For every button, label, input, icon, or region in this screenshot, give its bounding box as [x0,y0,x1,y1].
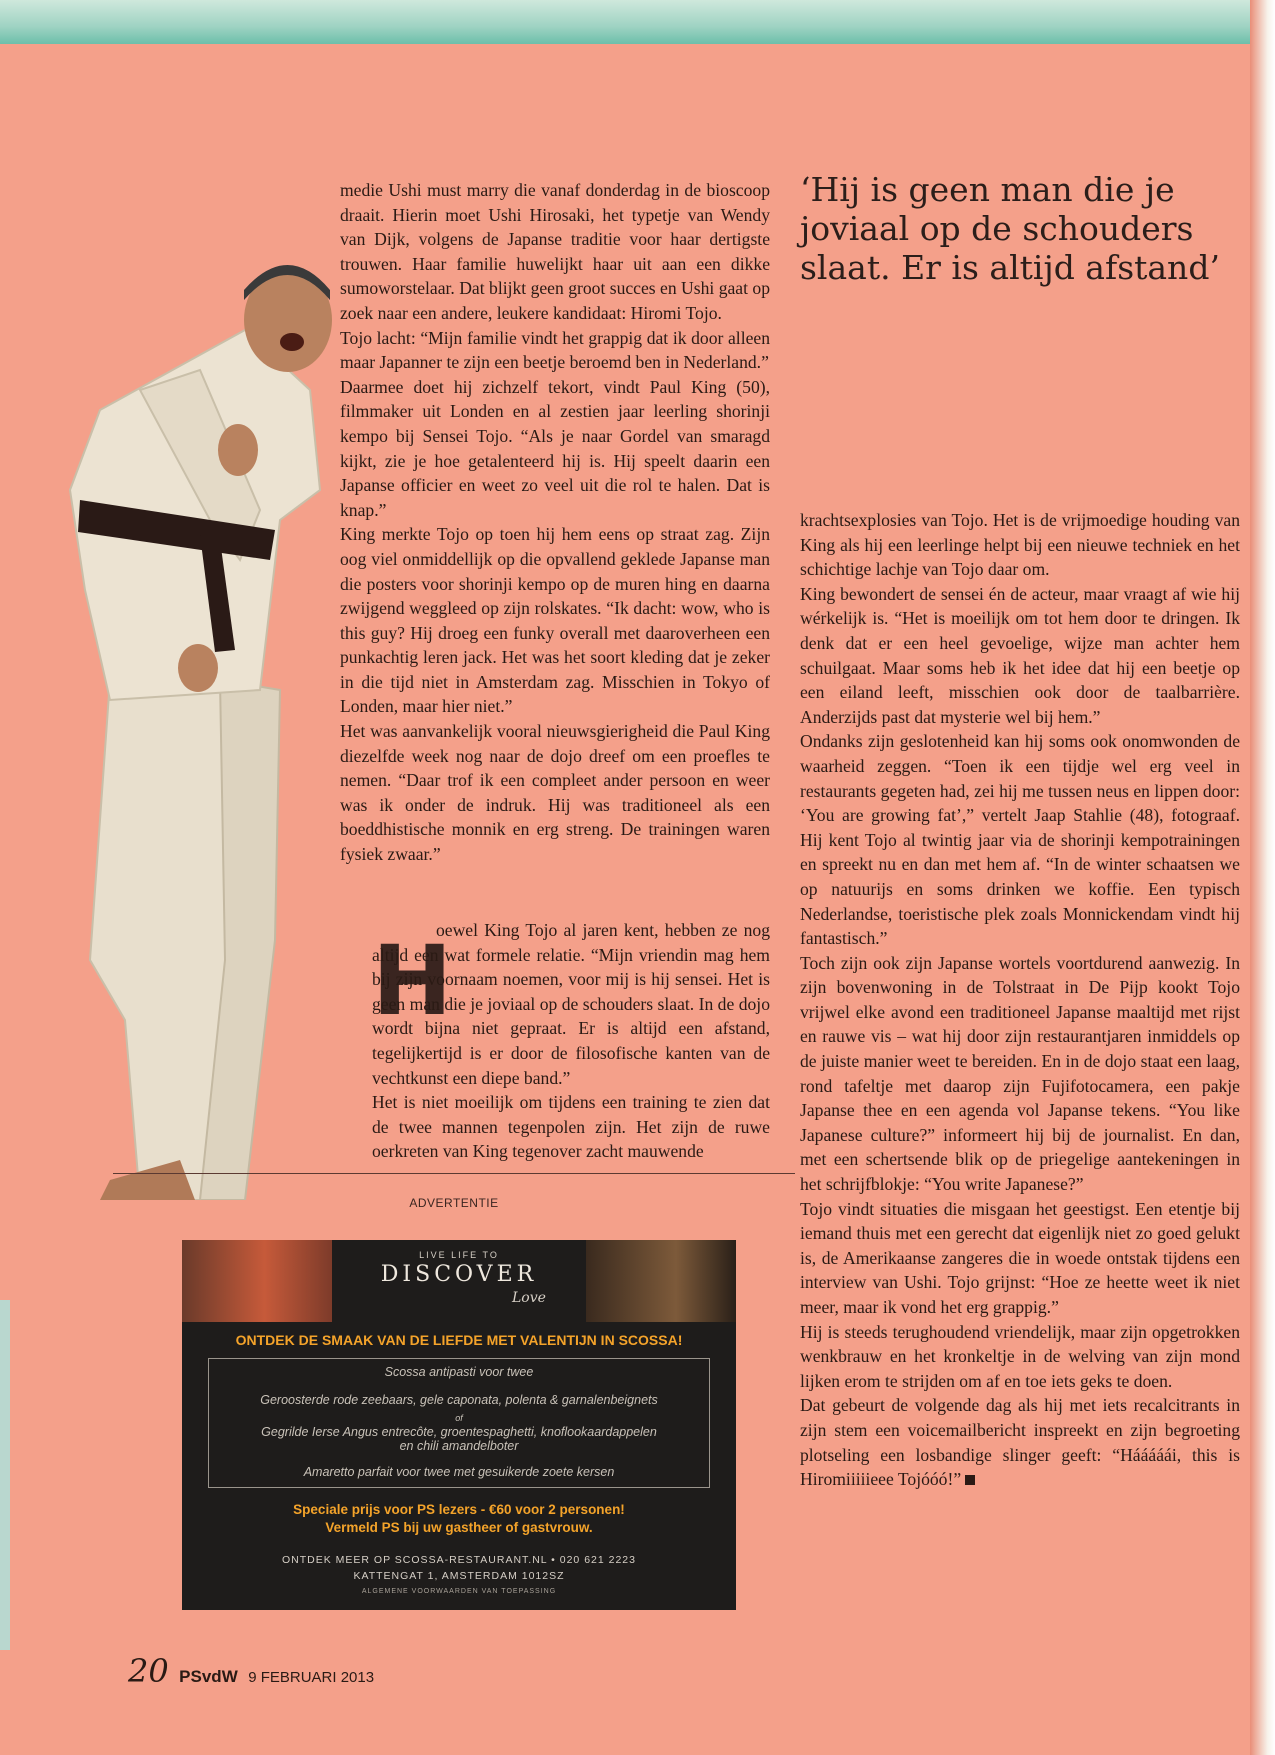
drop-cap: H [372,925,453,1037]
article-column-right [800,508,1240,1492]
paragraph: krachtsexplosies van Tojo. Het is de vrijmoedige houding van King als hij een leerlinge helpt bij een nieuwe techniek en het schichtige lachje van Tojo daar om. [800,510,1240,580]
paragraph-last [800,1393,1240,1491]
paragraph: Hij is steeds terughoudend vriendelijk, maar zijn opgetrokken wenkbrauw en het kronkeltje in de welving van zijn mond lijken erom te strijden om af en toe iets geks te doen. [800,1321,1240,1391]
ad-contact: ONTDEK MEER OP SCOSSA-RESTAURANT.NL • 020 621 2223 [281,1554,636,1566]
page-number: 20 [128,1652,169,1690]
ad-headline: ONTDEK DE SMAAK VAN DE LIEFDE MET VALENTIJN IN SCOSSA! [235,1332,683,1348]
page-left-edge [0,1300,10,1650]
page-footer [128,1652,374,1690]
ad-offer-note: Vermeld PS bij uw gastheer of gastvrouw. [325,1520,593,1535]
karate-sensei-photo [30,260,350,1200]
issue-date: 9 FEBRUARI 2013 [248,1669,375,1686]
article-column-middle [340,178,770,867]
ad-menu-box [208,1358,710,1488]
paragraph: Tojo vindt situaties die misgaan het geestigst. Een etentje bij iemand thuis met een gerecht dat eigenlijk niet zo goed gelukt is, de Amerikaanse zangeres die in woede ontstak tijdens een interview van Ushi. Tojo grijnst: “Hoe ze heette weet ik niet meer, maar ik vond het erg grappig.” [800,1198,1240,1317]
ad-photo-left [182,1240,332,1322]
final-paragraph-text: Dat gebeurt de volgende dag als hij met iets recalcitrants in zijn stem een voicemailbericht inspreekt en zijn begroeting plotseling een losbandige slinger geeft: “Hááááái, this is Hiromiiiiieee Tojóóó!” [800,1395,1240,1490]
menu-line: en chili amandelboter [399,1439,519,1453]
menu-line: Scossa antipasti voor twee [384,1365,534,1379]
paragraph: Ondanks zijn geslotenheid kan hij soms ook onomwonden de waarheid zeggen. “Toen ik een tijdje wel erg veel in restaurants gegeten had, zei hij me tussen neus en lippen door: ‘You are growing fat’,” vertelt Jaap Stahlie (48), fotograaf. Hij kent Tojo al twintig jaar via de shorinji kempotrainingen en spreekt nu en dan met hem af. “In de winter schaatsen we op natuurijs en soms drinken we koffie. Een typisch Nederlandse, toeristische plek zoals Monnickendam vindt hij fantastisch.” [800,731,1240,949]
advert-label: ADVERTENTIE [409,1196,499,1210]
scossa-advertisement [182,1240,736,1610]
paragraph: medie Ushi must marry die vanaf donderdag in de bioscoop draait. Hierin moet Ushi Hirosaki, het typetje van Wendy van Dijk, volgens de Japanse traditie voor haar dertigste trouwen. Haar familie huwelijkt haar uit aan een dikke sumoworstelaar. Dat blijkt geen groot succes en Ushi gaat op zoek naar een andere, leukere kandidaat: Hiromi Tojo. [340,180,770,323]
paragraph: Daarmee doet hij zichzelf tekort, vindt Paul King (50), filmmaker uit Londen en al zestien jaar leerling shorinji kempo bij Sensei Tojo. “Als je naar Gordel van smaragd kijkt, zie je hoe getalenteerd hij is. Hij speelt daarin een Japanse officier en weet zo veel uit die rol te halen. Dat is knap.” [340,376,770,520]
paragraph: oewel King Tojo al jaren kent, hebben ze nog altijd een wat formele relatie. “Mijn vriendin mag hem bij zijn voornaam noemen, voor mij is hij sensei. Het is geen man die je joviaal op de schouders slaat. In de dojo wordt bijna niet gepraat. Er is altijd een afstand, tegelijkertijd is er door de filosofische kanten van de vechtkunst een diepe band.” [372,920,770,1088]
end-of-article-mark [965,1475,975,1485]
paragraph: Toch zijn ook zijn Japanse wortels voortdurend aanwezig. In zijn bovenwoning in de Tolstraat in De Pijp kookt Tojo vrijwel elke avond een traditioneel Japanse maaltijd met rijst en rauwe vis – wat hij door zijn restaurantjaren inmiddels op de juiste manier weet te bereiden. En in de dojo staat een laag, rond tafeltje met daarop zijn Fujifotocamera, een pakje Japanse thee en een agenda vol Japanse tekens. “You like Japanese culture?” informeert hij bij de journalist. En dan, met een schertsende blik op de priegelige aantekeningen in het schrijfblokje: “You write Japanese?” [800,952,1240,1195]
advert-divider [113,1173,795,1174]
menu-line: Gegrilde Ierse Angus entrecôte, groentespaghetti, knoflookaardappelen [261,1425,657,1439]
paragraph: Het was aanvankelijk vooral nieuwsgierigheid die Paul King diezelfde week nog naar de dojo dreef om een proefles te nemen. “Daar trof ik een compleet ander persoon en weer was ik onder de indruk. Hij was traditioneel als een boeddhistische monnik en erg streng. De trainingen waren fysiek zwaar.” [340,721,770,865]
ad-brand: DISCOVER [380,1262,538,1287]
ad-script-word: Love [512,1290,546,1306]
ad-photo-right [586,1240,736,1322]
paragraph: Het is niet moeilijk om tijdens een training te zien dat de twee mannen tegenpolen zijn. Het zijn de ruwe oerkreten van King tegenover zacht mauwende [372,1092,770,1162]
paragraph: Tojo lacht: “Mijn familie vindt het grappig dat ik door alleen maar Japanner te zijn een beetje beroemd ben in Nederland.” [340,327,770,373]
paragraph: King bewondert de sensei én de acteur, maar vraagt af wie hij wérkelijk is. “Het is moeilijk om tot hem door te dringen. Ik denk dat er een heel gevoelige, wijze man achter hem schuilgaat. Maar soms heb ik het idee dat hij een beetje op een eiland leeft, misschien ook door de taalbarrière. Anderzijds past dat mysterie wel bij hem.” [800,583,1240,727]
paragraph: King merkte Tojo op toen hij hem eens op straat zag. Zijn oog viel onmiddellijk op die opvallend geklede Japanse man die posters voor shorinji kempo op de muren hing en daarna zwijgend weggleed op zijn rolskates. “Ik dacht: wow, who is this guy? Hij droeg een funky overall met daaroverheen een punkachtig leren jack. Het was het soort kleding dat je zeker in die tijd niet in Amsterdam zag. Misschien in Tokyo of Londen, maar hier niet.” [340,524,770,717]
ad-terms: ALGEMENE VOORWAARDEN VAN TOEPASSING [361,1588,557,1595]
top-edge-strip [0,0,1275,44]
ad-address: KATTENGAT 1, AMSTERDAM 1012SZ [353,1570,565,1582]
menu-line: Amaretto parfait voor twee met gesuikerde zoete kersen [303,1465,615,1479]
menu-line: of [455,1413,463,1423]
page-right-edge [1250,0,1275,1755]
ad-offer: Speciale prijs voor PS lezers - €60 voor 2 personen! [293,1502,625,1517]
magazine-name: PSvdW [179,1667,238,1686]
menu-line: Geroosterde rode zeebaars, gele caponata, polenta & garnalenbeignets [260,1393,658,1407]
pull-quote: ‘Hij is geen man die je joviaal op de schouders slaat. Er is altijd afstand’ [800,170,1220,287]
article-column-middle-lower [372,918,770,1164]
ad-tagline: LIVE LIFE TO [419,1250,499,1260]
